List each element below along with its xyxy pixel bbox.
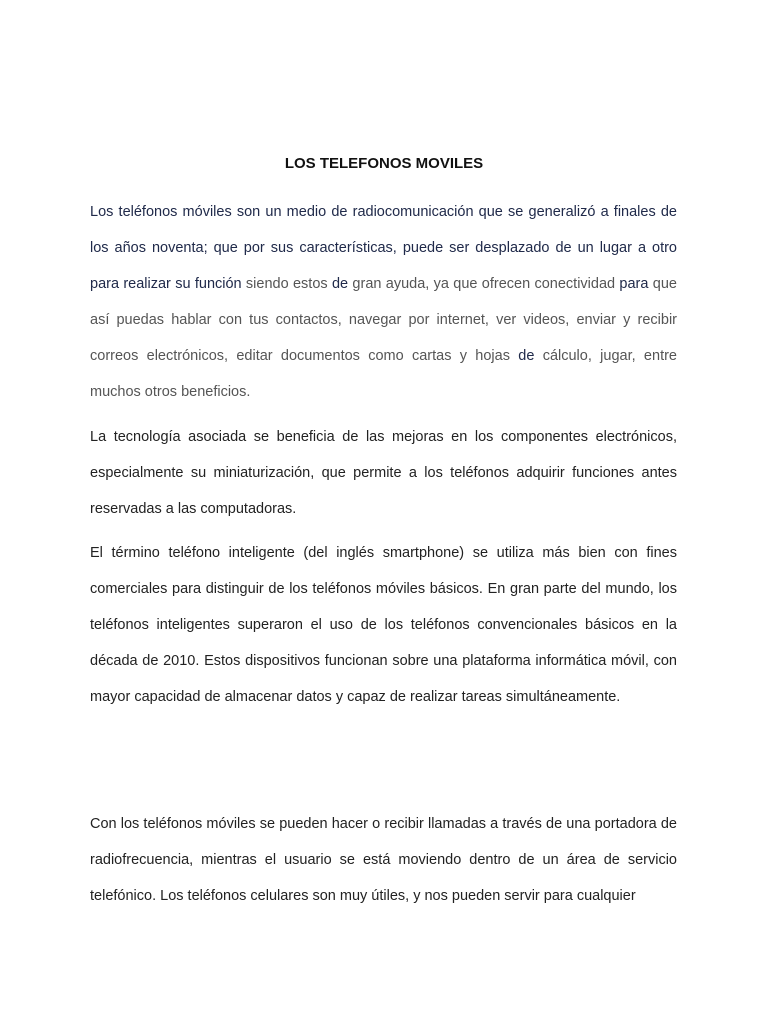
intro-text-1: Los teléfonos móviles son un medio de radiocomunicación que se generalizó a finales de los años noventa; que (90, 204, 677, 256)
intro-text-2: por sus características, puede ser desplazado de un lugar a otro para realizar su función (90, 240, 677, 292)
paragraph-smartphone: El término teléfono inteligente (del inglés smartphone) se utiliza más bien con fines comerciales para distinguir de los teléfonos móviles básicos. En gran parte del mundo, los teléfonos inteligentes superaron el uso de los teléfonos convencionales básicos en la década de 2010. Estos dispositivos funcionan sobre una plataforma informática móvil, con mayor capacidad de almacenar datos y capaz de realizar tareas simultáneamente. (90, 545, 677, 705)
intro-text-8: de (518, 348, 535, 364)
intro-text-3: siendo estos (241, 276, 332, 292)
paragraph-technology: La tecnología asociada se beneficia de las mejoras en los componentes electrónicos, especialmente su miniaturización, que permite a los teléfonos adquirir funciones antes reservadas a las computadoras. (90, 429, 677, 517)
paragraph-calls: Con los teléfonos móviles se pueden hacer o recibir llamadas a través de una portadora de radiofrecuencia, mientras el usuario se está moviendo dentro de un área de servicio telefónico. Los teléfonos celulares son muy útiles, y nos pueden servir para cualquier (90, 816, 677, 904)
intro-text-6: para (619, 276, 649, 292)
intro-text-9: cálculo, jugar, entre muchos otros beneficios. (90, 348, 677, 400)
paragraph-intro (90, 194, 677, 410)
page-title: LOS TELEFONOS MOVILES (284, 155, 484, 172)
intro-text-5: gran ayuda, ya que ofrecen conectividad (348, 276, 620, 292)
intro-text-7: que así puedas hablar con tus contactos, navegar por internet, ver videos, enviar y recibir correos electrónicos, editar documentos como cartas y hojas (90, 276, 677, 364)
intro-text-4: de (331, 276, 349, 292)
